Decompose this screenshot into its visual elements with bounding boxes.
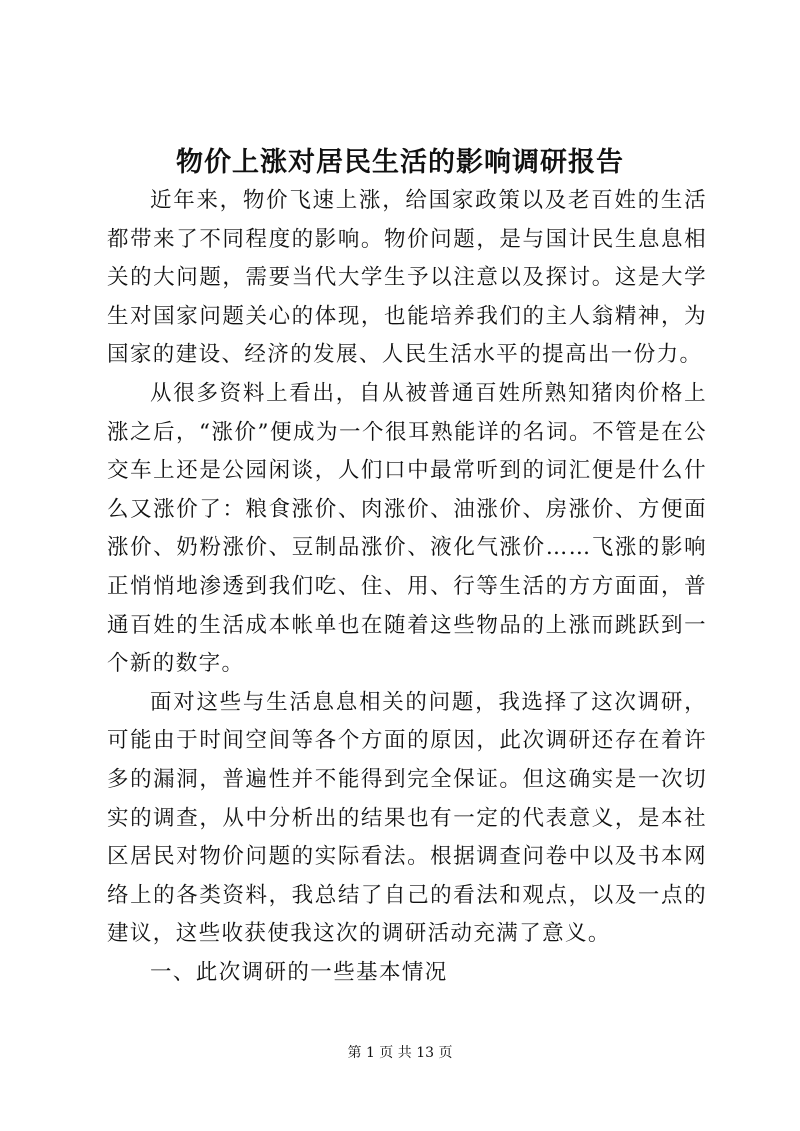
paragraph-price-rise: 从很多资料上看出，自从被普通百姓所熟知猪肉价格上涨之后，“涨价”便成为一个很耳熟能详的名词。不管是在公交车上还是公园闲谈，人们口中最常听到的词汇便是什么什么又涨价了：粮食涨价、肉涨价、油涨价、房涨价、方便面涨价、奶粉涨价、豆制品涨价、液化气涨价……飞涨的影响正悄悄地渗透到我们吃、住、用、行等生活的方方面面，普通百姓的生活成本帐单也在随着这些物品的上涨而跳跃到一个新的数字。: [107, 380, 707, 677]
document-title: 物价上涨对居民生活的影响调研报告: [176, 147, 624, 178]
page-footer: 第 1 页 共 13 页: [347, 1045, 453, 1061]
paragraph-intro: 近年来，物价飞速上涨，给国家政策以及老百姓的生活都带来了不同程度的影响。物价问题，是与国计民生息息相关的大问题，需要当代大学生予以注意以及探讨。这是大学生对国家问题关心的体现，也能培养我们的主人翁精神，为国家的建设、经济的发展、人民生活水平的提高出一份力。: [107, 188, 707, 368]
paragraph-survey-purpose: 面对这些与生活息息相关的问题，我选择了这次调研，可能由于时间空间等各个方面的原因，此次调研还存在着许多的漏洞，普遍性并不能得到完全保证。但这确实是一次切实的调查，从中分析出的结果也有一定的代表意义，是本社区居民对物价问题的实际看法。根据调查问卷中以及书本网络上的各类资料，我总结了自己的看法和观点，以及一点的建议，这些收获使我这次的调研活动充满了意义。: [107, 689, 707, 947]
section-heading: 一、此次调研的一些基本情况: [150, 959, 448, 985]
document-body: [107, 182, 707, 992]
